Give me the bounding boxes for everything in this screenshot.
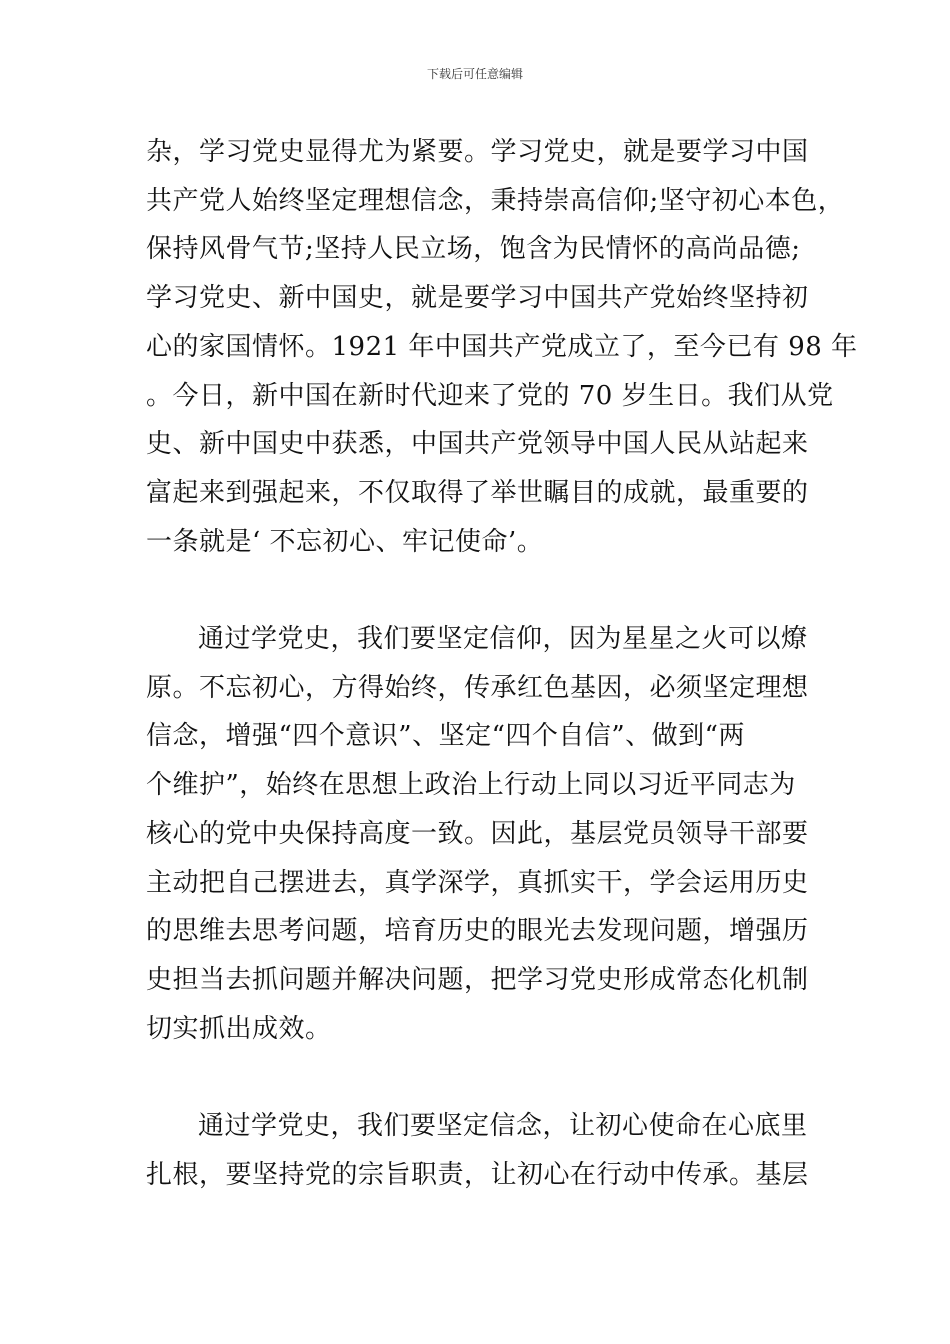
paragraph-gap [146, 566, 810, 615]
text-line: 的思维去思考问题，培育历史的眼光去发现问题，增强历 [146, 916, 809, 947]
paragraph-gap [146, 1053, 810, 1102]
text-line: 核心的党中央保持高度一致。因此，基层党员领导干部要 [146, 818, 809, 849]
text-line: 主动把自己摆进去，真学深学，真抓实干，学会运用历史 [146, 867, 809, 898]
text-line: 共产党人始终坚定理想信念，秉持崇高信仰;坚守初心本色， [146, 185, 845, 216]
page-header: 下载后可任意编辑 [426, 67, 523, 81]
text-line: 扎根，要坚持党的宗旨职责，让初心在行动中传承。基层 [146, 1159, 809, 1190]
document-body [146, 128, 858, 1199]
text-line: 史、新中国史中获悉，中国共产党领导中国人民从站起来 [146, 429, 809, 460]
text-line: 原。不忘初心，方得始终，传承红色基因，必须坚定理想 [146, 672, 809, 703]
text-line: 切实抓出成效。 [146, 1013, 332, 1044]
paragraph-2 [146, 615, 810, 1053]
text-line: 一条就是‘ 不忘初心、牢记使命’。 [146, 526, 544, 557]
paragraph-1 [146, 128, 858, 566]
text-line: 信念，增强“四个意识”、坚定“四个自信”、做到“两 [146, 721, 745, 752]
text-line: 史担当去抓问题并解决问题，把学习党史形成常态化机制 [146, 964, 809, 995]
text-line: 杂，学习党史显得尤为紧要。学习党史，就是要学习中国 [146, 137, 809, 167]
text-line: 通过学党史，我们要坚定信仰，因为星星之火可以燎 [198, 624, 808, 655]
text-line: 通过学党史，我们要坚定信念，让初心使命在心底里 [198, 1111, 808, 1142]
text-line: 个维护”，始终在思想上政治上行动上同以习近平同志为 [146, 770, 796, 801]
text-line: 保持风骨气节;坚持人民立场，饱含为民情怀的高尚品德; [146, 234, 801, 265]
text-line: 学习党史、新中国史，就是要学习中国共产党始终坚持初 [146, 283, 809, 314]
text-line: 。今日，新中国在新时代迎来了党的 70 岁生日。我们从党 [146, 380, 834, 411]
text-line: 心的家国情怀。1921 年中国共产党成立了，至今已有 98 年 [146, 331, 858, 362]
text-line: 富起来到强起来，不仅取得了举世瞩目的成就，最重要的 [146, 477, 809, 508]
paragraph-3 [146, 1102, 810, 1199]
